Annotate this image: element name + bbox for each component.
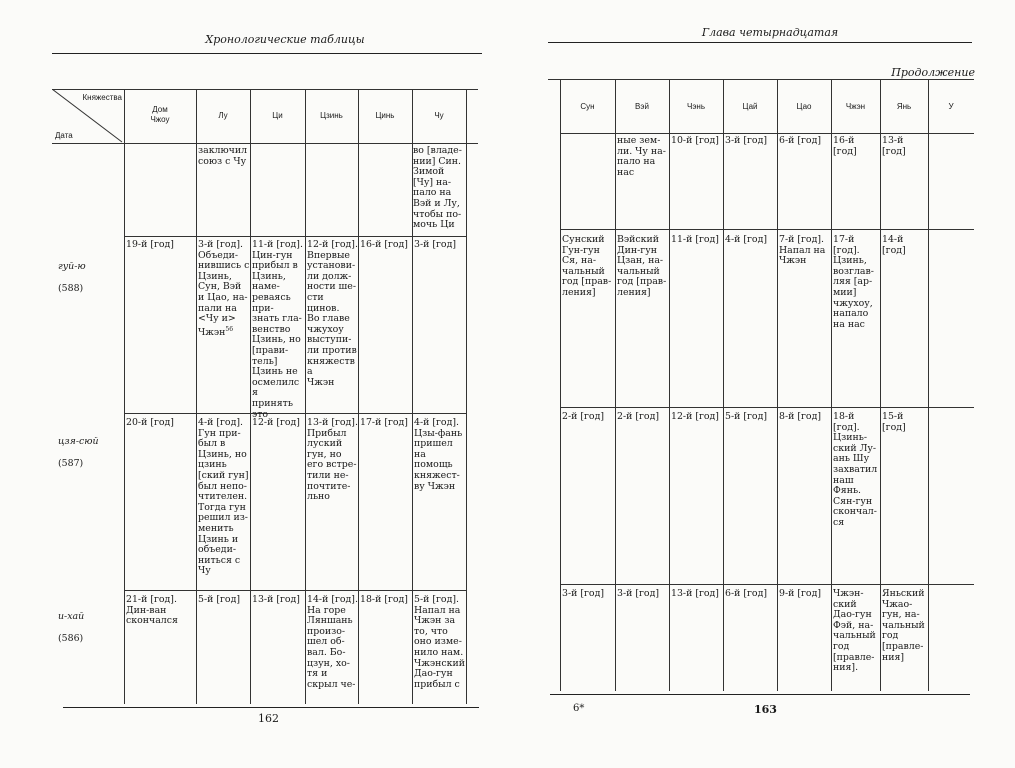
left-cell: 5-й [год]. Напал на Чжэн за то, что оно изме- нило нам. Чжэнский Дао-гун прибыл с [414, 594, 465, 690]
right-head-rule [548, 42, 972, 43]
right-cell: 17-й [год]. Цзинь, возглав- ляя [ар- мии] чжухоу, напало на нас [833, 234, 874, 330]
right-cell: Чжэн- ский Дао-гун Фэй, на- чальный год [правле- ния]. [833, 588, 876, 674]
right-cell: Вэйский Дин-гун Цзан, на- чальный год [прав- ления] [617, 234, 667, 298]
left-cell: заключил союз с Чу [198, 145, 248, 167]
left-col-line [358, 89, 359, 704]
right-cell: 18-й [год]. Цзинь- ский Лу- ань Шу захватил наш Фянь. Сян-гун скончал- ся [833, 411, 878, 528]
left-row-line [124, 236, 466, 237]
left-cell: 3-й [год] [414, 239, 457, 250]
right-cell: 10-й [год] [671, 135, 719, 146]
col-header-lu: Лу [218, 111, 228, 120]
date-cyclic: цзя-сюй [58, 436, 99, 447]
left-running-head: Хронологические таблицы [205, 33, 365, 46]
right-col-line [615, 79, 616, 691]
col-header-zhou: Дом Чжоу [150, 105, 170, 124]
col-header-chen: Чэнь [687, 102, 705, 111]
right-cell: 2-й [год] [617, 411, 660, 422]
col-header-cai: Цай [742, 102, 758, 111]
right-cell: 5-й [год] [725, 411, 768, 422]
left-cell: 4-й [год]. Гун при- был в Цзинь, но цзинь [ский гун] был непо- чтителен. Тогда гун решил из- менить Цзинь и объеди- ниться с Чу [198, 417, 249, 577]
col-header-song: Сун [580, 102, 595, 111]
left-cell [198, 240, 250, 338]
right-page-number: 163 [754, 703, 777, 716]
left-cell: 12-й [год]. Впервые установи- ли долж- ности ше- сти цинов. Во главе чжухоу выступи- ли против княжества Чжэн [307, 239, 358, 388]
corner-principality-label: Княжества [82, 93, 122, 102]
right-cell: 6-й [год] [725, 588, 768, 599]
right-cell: 4-й [год] [725, 234, 768, 245]
left-cell: 12-й [год] [252, 417, 300, 428]
right-cell: 3-й [год] [617, 588, 660, 599]
date-cyclic: гуй-ю [58, 261, 86, 272]
continuation-label: Продолжение [891, 66, 975, 79]
col-header-zheng: Чжэн [845, 102, 866, 111]
right-cell: 13-й [год] [882, 135, 906, 157]
col-header-chu: Чу [434, 111, 444, 120]
right-col-line [669, 79, 670, 691]
left-cell: 21-й [год]. Дин-ван скончался [126, 594, 178, 627]
left-page-number: 162 [258, 712, 279, 725]
left-col-line [250, 89, 251, 704]
right-cell: Сунский Гун-гун Ся, на- чальный год [прав- ления] [562, 234, 612, 298]
right-row-line [560, 407, 974, 408]
right-col-line [560, 79, 561, 691]
col-header-yan: Янь [896, 102, 912, 111]
col-header-wei: Вэй [635, 102, 649, 111]
right-header-top-line [548, 79, 974, 80]
right-cell: 7-й [год]. Напал на Чжэн [779, 234, 826, 267]
right-cell: 2-й [год] [562, 411, 605, 422]
right-cell: 12-й [год] [671, 411, 719, 422]
left-bottom-rule [63, 707, 479, 708]
right-col-line [777, 79, 778, 691]
signature-mark: 6* [573, 703, 585, 714]
left-col-line [305, 89, 306, 704]
right-cell: 3-й [год] [725, 135, 768, 146]
cell-text: 3-й [год]. Объеди- нившись с Цзинь, Сун, Вэй и Цао, на- пали на <Чу и> Чжэн [198, 239, 250, 338]
col-header-qin: Цинь [375, 111, 395, 120]
col-header-jin: Цзинь [320, 111, 343, 120]
right-cell: 14-й [год] [882, 234, 906, 256]
right-cell: 15-й [год] [882, 411, 906, 433]
right-header-bottom-line [560, 133, 974, 134]
left-cell: 4-й [год]. Цзы-фань пришел на помощь княжест- ву Чжэн [414, 417, 463, 492]
right-col-line [880, 79, 881, 691]
left-cell: 11-й [год]. Цин-гун прибыл в Цзинь, наме- реваясь при- знать гла- венство Цзинь, но [прави- тель] Цзинь не осмелился принять это [252, 239, 303, 420]
date-year: (588) [58, 283, 84, 294]
right-col-line [928, 79, 929, 691]
date-586 [58, 600, 120, 644]
right-row-line [560, 584, 974, 585]
right-cell: 16-й [год] [833, 135, 857, 157]
left-cell: 18-й [год] [360, 594, 408, 605]
left-cell: 20-й [год] [126, 417, 174, 428]
left-row-line [124, 590, 466, 591]
left-cell: 14-й [год]. На горе Ляншань произо- шел об- вал. Бо- цзун, хо- тя и скрыл че- [307, 594, 358, 690]
date-year: (587) [58, 458, 84, 469]
left-head-rule [52, 53, 482, 54]
left-col-line [196, 89, 197, 704]
right-cell: 13-й [год] [671, 588, 719, 599]
right-cell: 11-й [год] [671, 234, 719, 245]
left-col-line [124, 89, 125, 704]
right-cell: 6-й [год] [779, 135, 822, 146]
right-cell: 8-й [год] [779, 411, 822, 422]
left-cell: 13-й [год]. Прибыл луский гун, но его встре- тили не- почтите- льно [307, 417, 358, 503]
right-row-line [560, 229, 974, 230]
col-header-qi: Ци [272, 111, 283, 120]
left-cell: 5-й [год] [198, 594, 241, 605]
right-cell: 9-й [год] [779, 588, 822, 599]
right-col-line [723, 79, 724, 691]
left-cell: 17-й [год] [360, 417, 408, 428]
corner-date-label: Дата [55, 131, 73, 140]
left-cell: во [владе- нии] Син. Зимой [Чу] на- пало на Вэй и Лу, чтобы по- мочь Ци [413, 145, 462, 231]
right-running-head: Глава четырнадцатая [701, 26, 839, 39]
date-year: (586) [58, 633, 84, 644]
left-header-bottom-line [52, 143, 478, 144]
right-bottom-rule [550, 694, 970, 695]
left-cell: 16-й [год] [360, 239, 408, 250]
right-cell: Яньский Чжао- гун, на- чальный год [правле- ния] [882, 588, 925, 663]
date-cyclic: и-хай [58, 611, 85, 622]
date-587 [58, 425, 120, 469]
col-header-cao: Цао [796, 102, 812, 111]
left-cell: 19-й [год] [126, 239, 174, 250]
date-588 [58, 250, 120, 294]
right-cell: 3-й [год] [562, 588, 605, 599]
col-header-wu: У [948, 102, 954, 111]
right-col-line [831, 79, 832, 691]
right-cell: ные зем- ли. Чу на- пало на нас [617, 135, 666, 178]
footnote-marker: 56 [225, 325, 234, 333]
left-cell: 13-й [год] [252, 594, 300, 605]
